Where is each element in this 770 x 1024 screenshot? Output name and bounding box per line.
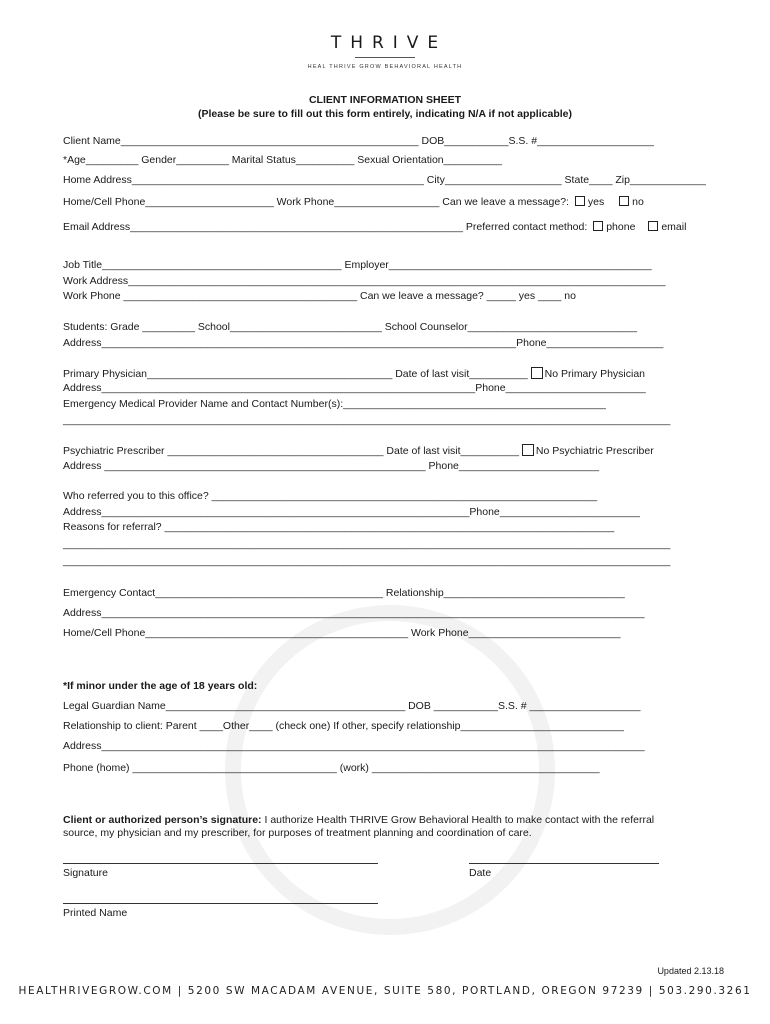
emergency-provider-continued[interactable]: ________________________________________________________________________________________________________ xyxy=(63,414,671,426)
printed-name-label: Printed Name xyxy=(63,907,128,919)
phone-row xyxy=(63,196,644,208)
signature-line[interactable] xyxy=(63,863,378,864)
authorization-text-1 xyxy=(63,814,654,826)
email-row xyxy=(63,221,686,233)
contact-email-checkbox[interactable] xyxy=(648,221,658,231)
date-label: Date xyxy=(469,867,492,879)
work-phone-field[interactable]: Work Phone ________________________________________ Can we leave a message? _____ yes ____ no xyxy=(63,290,576,302)
psychiatric-prescriber-row xyxy=(63,444,654,457)
updated-date: Updated 2.13.18 xyxy=(657,966,724,976)
no-psychiatric-prescriber-checkbox[interactable] xyxy=(522,444,534,456)
referral-address-field[interactable]: Address_______________________________________________________________Phone________________________ xyxy=(63,506,640,518)
date-line[interactable] xyxy=(469,863,659,864)
referral-reasons-field[interactable]: Reasons for referral? _____________________________________________________________________________ xyxy=(63,521,615,533)
email-field[interactable]: Email Address_________________________________________________________ Preferred contact method: xyxy=(63,221,588,233)
authorization-text: I authorize Health THRIVE Grow Behavioral Health to make contact with the referral xyxy=(261,814,655,826)
contact-email-label: email xyxy=(661,221,687,233)
no-primary-physician-checkbox[interactable] xyxy=(531,367,543,379)
client-name-field[interactable]: Client Name___________________________________________________ DOB___________S.S. #____________________ xyxy=(63,135,654,147)
minor-section-heading: *If minor under the age of 18 years old: xyxy=(63,680,258,692)
emergency-provider-field[interactable]: Emergency Medical Provider Name and Contact Number(s):_____________________________________________ xyxy=(63,398,606,410)
contact-phone-label: phone xyxy=(606,221,636,233)
guardian-phone-field[interactable]: Phone (home) ___________________________________ (work) _______________________________________ xyxy=(63,762,600,774)
work-address-field[interactable]: Work Address____________________________________________________________________________________________ xyxy=(63,275,666,287)
message-yes-label: yes xyxy=(587,196,605,208)
referral-reasons-line-2[interactable]: ________________________________________________________________________________________________________ xyxy=(63,538,671,550)
age-gender-field[interactable]: *Age_________ Gender_________ Marital Status__________ Sexual Orientation__________ xyxy=(63,154,503,166)
emergency-address-field[interactable]: Address_____________________________________________________________________________________________ xyxy=(63,607,645,619)
referral-reasons-line-3[interactable]: ________________________________________________________________________________________________________ xyxy=(63,555,671,567)
logo: THRIVE xyxy=(330,33,448,53)
contact-phone-checkbox[interactable] xyxy=(593,221,603,231)
student-address-field[interactable]: Address_______________________________________________________________________Phone____________________ xyxy=(63,337,664,349)
signature-label: Signature xyxy=(63,867,108,879)
printed-name-line[interactable] xyxy=(63,903,378,904)
message-yes-checkbox[interactable] xyxy=(575,196,585,206)
message-no-label: no xyxy=(632,196,644,208)
footer-address: HEALTHRIVEGROW.COM | 5200 SW MACADAM AVENUE, SUITE 580, PORTLAND, OREGON 97239 | 503.290.3261 xyxy=(18,985,752,997)
no-psychiatric-prescriber-label: No Psychiatric Prescriber xyxy=(535,445,654,457)
phone-field[interactable]: Home/Cell Phone______________________ Work Phone__________________ Can we leave a message?: xyxy=(63,196,569,208)
psychiatric-prescriber-field[interactable]: Psychiatric Prescriber _____________________________________ Date of last visit__________ xyxy=(63,445,519,457)
form-subtitle: (Please be sure to fill out this form entirely, indicating N/A if not applicable) xyxy=(198,108,572,120)
legal-guardian-field[interactable]: Legal Guardian Name_________________________________________ DOB ___________S.S. # ___________________ xyxy=(63,700,641,712)
physician-address-field[interactable]: Address________________________________________________________________Phone________________________ xyxy=(63,382,646,394)
primary-physician-row xyxy=(63,367,645,380)
emergency-contact-field[interactable]: Emergency Contact_______________________________________ Relationship_______________________________ xyxy=(63,587,625,599)
form-title: CLIENT INFORMATION SHEET xyxy=(308,94,462,106)
primary-physician-field[interactable]: Primary Physician__________________________________________ Date of last visit__________ xyxy=(63,368,528,380)
authorization-heading: Client or authorized person’s signature: xyxy=(63,814,262,826)
guardian-address-field[interactable]: Address_____________________________________________________________________________________________ xyxy=(63,740,645,752)
message-no-checkbox[interactable] xyxy=(619,196,629,206)
logo-divider xyxy=(355,57,415,58)
home-address-field[interactable]: Home Address__________________________________________________ City____________________ State____ Zip_____________ xyxy=(63,174,706,186)
prescriber-address-field[interactable]: Address _______________________________________________________ Phone________________________ xyxy=(63,460,600,472)
tagline: HEAL THRIVE GROW BEHAVIORAL HEALTH xyxy=(307,64,463,70)
student-grade-field[interactable]: Students: Grade _________ School__________________________ School Counselor_____________________________ xyxy=(63,321,637,333)
emergency-phone-field[interactable]: Home/Cell Phone_____________________________________________ Work Phone__________________________ xyxy=(63,627,621,639)
relationship-field[interactable]: Relationship to client: Parent ____Other____ (check one) If other, specify relationship____________________________ xyxy=(63,720,624,732)
job-title-field[interactable]: Job Title_________________________________________ Employer_____________________________________________ xyxy=(63,259,652,271)
referral-source-field[interactable]: Who referred you to this office? __________________________________________________________________ xyxy=(63,490,598,502)
no-primary-physician-label: No Primary Physician xyxy=(544,368,646,380)
authorization-text-2: source, my physician and my prescriber, for purposes of treatment planning and coordination of care. xyxy=(63,827,532,839)
